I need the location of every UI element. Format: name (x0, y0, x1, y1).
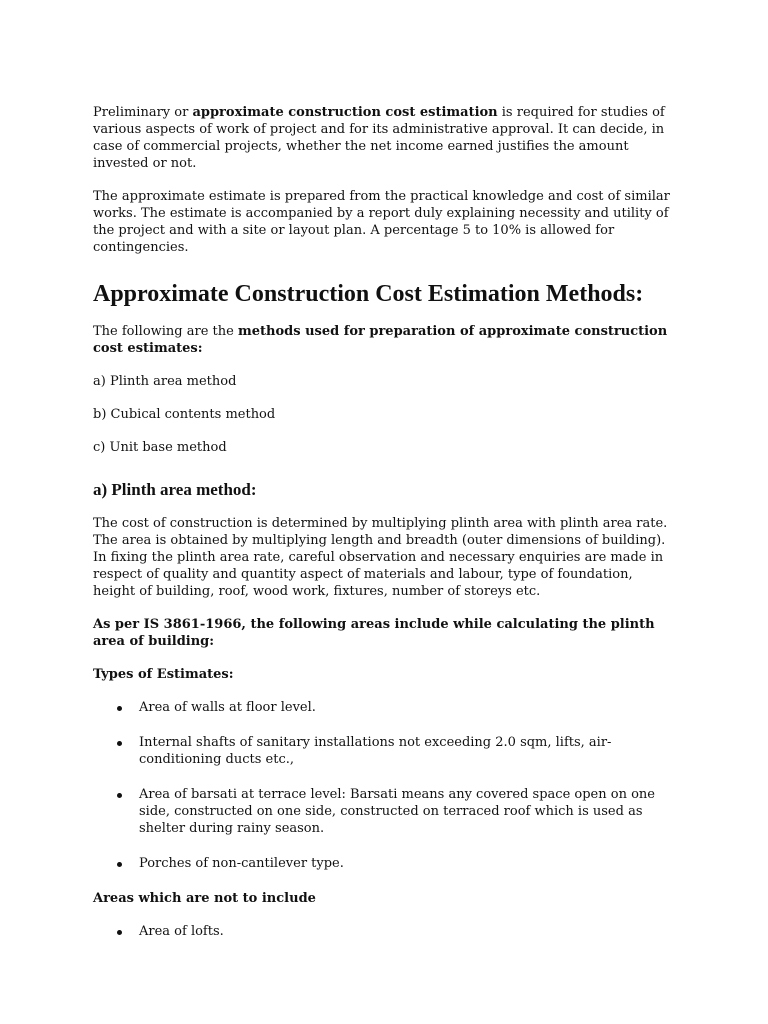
methods-intro-start: The following are the (93, 324, 238, 339)
bullet-icon (117, 862, 122, 867)
plinth-paragraph: The cost of construction is determined by multiplying plinth area with plinth area rate. The area is obtained by multiplying length and breadth (outer dimensions of building). In fixing the plinth area rate, careful observation and necessary enquiries are made in respect of quality and quantity aspect of materials and labour, type of foundation, height of building, roof, wood work, fixtures, number of storeys etc. (93, 516, 668, 599)
second-paragraph: The approximate estimate is prepared from the practical knowledge and cost of similar works. The estimate is accompanied by a report duly explaining necessity and utility of the project and with a site or layout plan. A percentage 5 to 10% is allowed for contingencies. (93, 189, 670, 255)
list-item-text: Internal shafts of sanitary installations not exceeding 2.0 sqm, lifts, air-conditioning ducts etc., (139, 735, 612, 767)
bullet-icon (117, 706, 122, 711)
plinth-heading: a) Plinth area method: (93, 480, 257, 499)
included-areas-list (93, 699, 672, 872)
is-code-note (93, 616, 672, 650)
intro-paragraph (93, 104, 672, 172)
method-item: c) Unit base method (93, 440, 227, 455)
is-code-note-text: As per IS 3861-1966, the following areas include while calculating the plinth area of building: (93, 617, 655, 649)
list-item (93, 855, 672, 872)
list-item-text: Area of barsati at terrace level: Barsati means any covered space open on one side, constructed on one side, constructed on terraced roof which is used as shelter during rainy season. (139, 787, 655, 836)
bullet-icon (117, 741, 122, 746)
bullet-icon (117, 793, 122, 798)
types-heading-text: Types of Estimates: (93, 667, 234, 682)
methods-intro-bold: methods used for preparation of approximate construction cost estimates: (93, 324, 668, 356)
list-item (93, 699, 672, 716)
intro-bold-term: approximate construction cost estimation (192, 105, 498, 120)
methods-title: Approximate Construction Cost Estimation Methods: (93, 281, 644, 307)
excluded-heading (93, 890, 672, 907)
list-item-text: Area of lofts. (139, 924, 224, 939)
intro-text-start: Preliminary or (93, 105, 193, 120)
list-item (93, 786, 672, 837)
methods-intro (93, 323, 672, 357)
excluded-areas-list (93, 923, 672, 940)
list-item (93, 734, 672, 768)
excluded-heading-text: Areas which are not to include (93, 891, 316, 906)
types-heading (93, 666, 672, 683)
list-item-text: Porches of non-cantilever type. (139, 856, 344, 871)
method-item: a) Plinth area method (93, 374, 237, 389)
list-item-text: Area of walls at floor level. (139, 700, 316, 715)
method-item: b) Cubical contents method (93, 407, 276, 422)
bullet-icon (117, 930, 122, 935)
intro-text-end: is required for studies of various aspects of work of project and for its administrative approval. It can decide, in case of commercial projects, whether the net income earned justifies the amount invested or not. (93, 105, 665, 171)
list-item (93, 923, 672, 940)
